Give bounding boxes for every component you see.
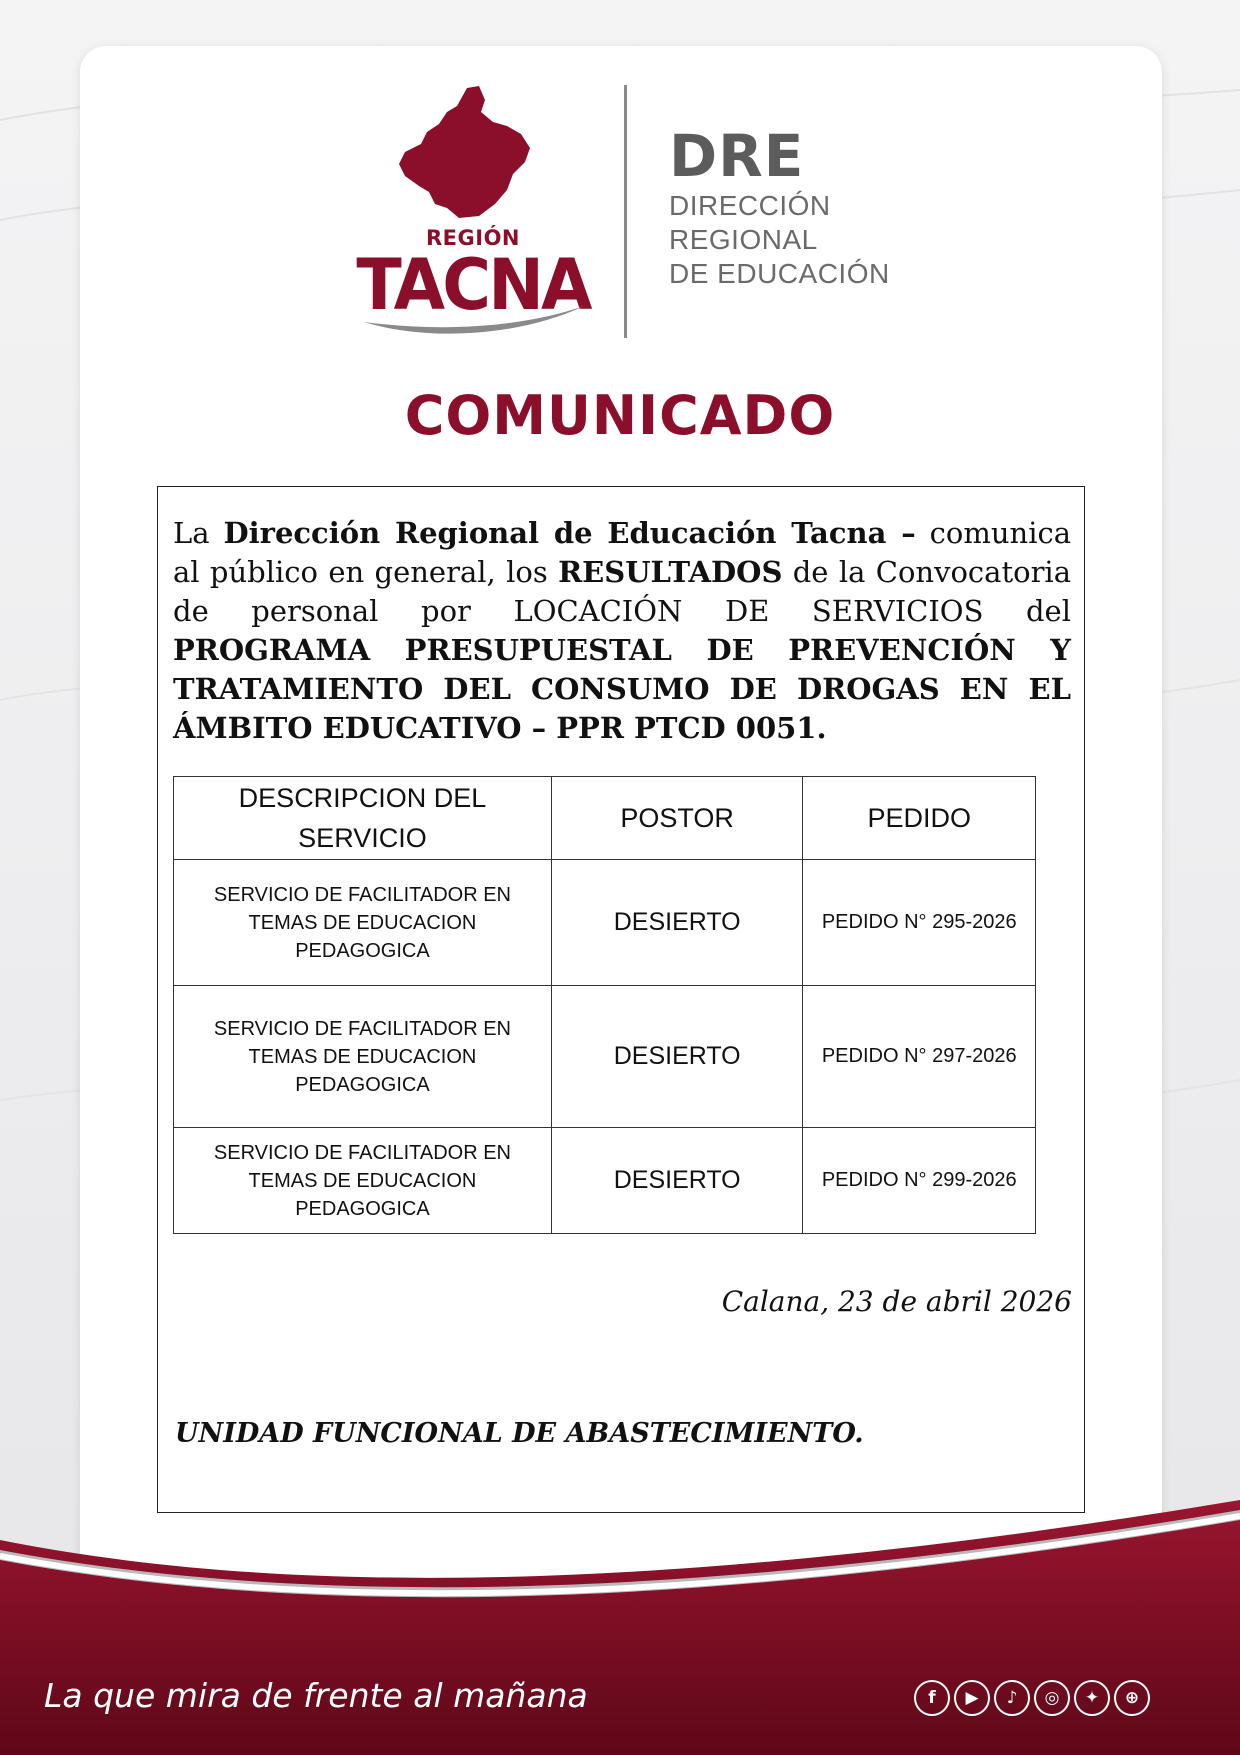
row-postor: DESIERTO: [551, 860, 803, 986]
footer-slogan: La que mira de frente al mañana: [44, 1676, 588, 1715]
row-description: [174, 1128, 552, 1234]
header-description-text: DESCRIPCION DEL SERVICIO: [238, 783, 487, 853]
intro-bold-2: RESULTADOS: [558, 555, 783, 589]
signature-unit: UNIDAD FUNCIONAL DE ABASTECIMIENTO.: [175, 1418, 864, 1449]
header-postor: POSTOR: [551, 777, 803, 860]
dre-line-3: DE EDUCACIÓN: [669, 258, 890, 289]
tacna-map-logo: [395, 82, 545, 232]
intro-bold-3: PROGRAMA PRESUPUESTAL DE PREVENCIÓN Y TRATAMIENTO DEL CONSUMO DE DROGAS EN EL ÁMBITO EDUCATIVO – PPR PTCD 0051.: [173, 633, 1071, 745]
document-title: COMUNICADO: [404, 384, 836, 447]
table-row: [174, 860, 1036, 986]
table-row: [174, 986, 1036, 1128]
table-header-row: [174, 777, 1036, 860]
header-pedido: PEDIDO: [803, 777, 1036, 860]
results-table: [173, 776, 1036, 1234]
logo-divider: [624, 85, 627, 338]
dre-line-1: DIRECCIÓN: [669, 190, 831, 221]
row-pedido: PEDIDO N° 297-2026: [803, 986, 1036, 1128]
intro-text-3: de la Convocatoria de personal por LOCACIÓN DE SERVICIOS del: [173, 555, 1071, 628]
intro-text-1: La: [173, 516, 224, 550]
logo-swoosh: [360, 300, 590, 340]
instagram-icon[interactable]: ◎: [1034, 1680, 1070, 1716]
dre-line-2: REGIONAL: [669, 224, 818, 255]
intro-paragraph: [173, 514, 1071, 748]
document-date: Calana, 23 de abril 2026: [721, 1285, 1072, 1318]
row-pedido: PEDIDO N° 299-2026: [803, 1128, 1036, 1234]
facebook-icon[interactable]: f: [914, 1680, 950, 1716]
youtube-icon[interactable]: ▶: [954, 1680, 990, 1716]
row-postor: DESIERTO: [551, 986, 803, 1128]
row-description: [174, 860, 552, 986]
row-description-text: SERVICIO DE FACILITADOR EN TEMAS DE EDUCACION PEDAGOGICA: [213, 1141, 511, 1220]
row-postor: DESIERTO: [551, 1128, 803, 1234]
header-description: [174, 777, 552, 860]
intro-text-2: comunica al público en general, los: [173, 516, 1072, 589]
row-pedido: PEDIDO N° 295-2026: [803, 860, 1036, 986]
tacna-label: TACNA: [356, 244, 590, 326]
intro-bold-1: Dirección Regional de Educación Tacna –: [223, 516, 916, 550]
dre-acronym: DRE: [669, 122, 805, 190]
row-description: [174, 986, 552, 1128]
row-description-text: SERVICIO DE FACILITADOR EN TEMAS DE EDUCACION PEDAGOGICA: [213, 883, 511, 962]
social-icons: [914, 1680, 1150, 1718]
row-description-text: SERVICIO DE FACILITADOR EN TEMAS DE EDUCACION PEDAGOGICA: [213, 1017, 511, 1096]
tiktok-icon[interactable]: ♪: [994, 1680, 1030, 1716]
region-label: REGIÓN: [426, 226, 520, 250]
table-row: [174, 1128, 1036, 1234]
twitter-icon[interactable]: ✦: [1074, 1680, 1110, 1716]
web-icon[interactable]: ⊕: [1114, 1680, 1150, 1716]
